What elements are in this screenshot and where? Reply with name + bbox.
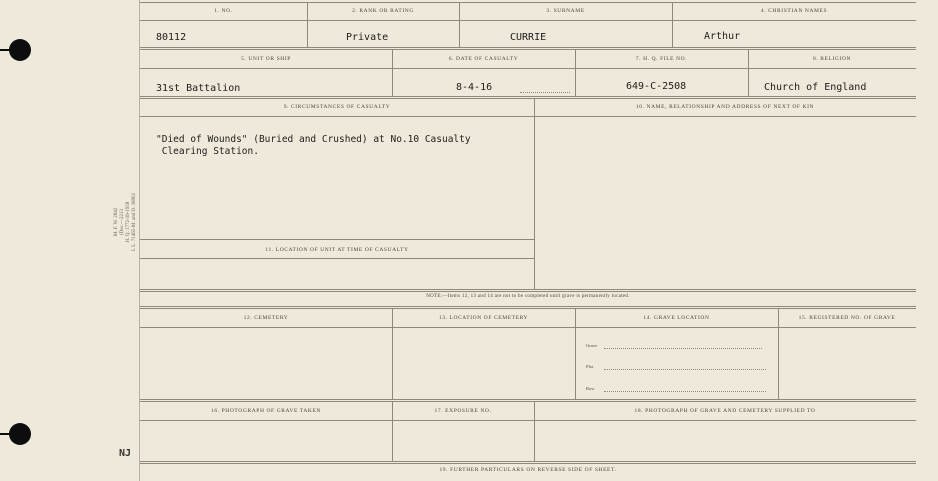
header-rank: 2. RANK OR RATING bbox=[352, 8, 414, 14]
grave-label: Grave bbox=[586, 343, 597, 348]
stamp-line: I. L. 71465-M. and D. 36802 bbox=[132, 193, 137, 251]
header-circumstances: 9. CIRCUMSTANCES OF CASUALTY bbox=[283, 104, 391, 110]
dotted-leader bbox=[520, 92, 570, 93]
rule bbox=[140, 399, 916, 402]
note-text: NOTE:—Items 12, 13 and 14 are not to be completed until grave is permanently located. bbox=[426, 294, 630, 299]
rule bbox=[140, 20, 916, 21]
rule bbox=[140, 420, 916, 421]
plot-label: Plot bbox=[586, 364, 594, 369]
header-surname: 3. SURNAME bbox=[546, 8, 585, 14]
header-date: 6. DATE OF CASUALTY bbox=[448, 56, 519, 62]
stamp-line: H. Q. 1772-39-1958 bbox=[126, 201, 131, 243]
hq-file-value: 649-C-2508 bbox=[626, 81, 687, 92]
footer-note: 19. FURTHER PARTICULARS ON REVERSE SIDE OF SHEET. bbox=[439, 467, 617, 473]
circumstances-text: "Died of Wounds" (Buried and Crushed) at No.10 Casualty Clearing Station. bbox=[156, 134, 471, 157]
stamp-line: M. F. W. 2842 bbox=[114, 207, 119, 237]
rule bbox=[140, 289, 916, 292]
header-registered-no: 15. REGISTERED NO. OF GRAVE bbox=[798, 315, 896, 321]
rule bbox=[778, 309, 779, 399]
header-grave-location: 14. GRAVE LOCATION bbox=[643, 315, 710, 321]
rule bbox=[140, 47, 916, 50]
header-location-cemetery: 13. LOCATION OF CEMETERY bbox=[438, 315, 529, 321]
punch-hole-icon bbox=[9, 39, 31, 61]
religion-value: Church of England bbox=[764, 82, 867, 93]
rule bbox=[392, 309, 393, 399]
side-mark: NJ bbox=[119, 448, 132, 459]
christian-names-value: Arthur bbox=[704, 31, 741, 42]
header-exposure: 17. EXPOSURE NO. bbox=[434, 408, 492, 414]
printer-stamp bbox=[114, 192, 138, 252]
header-religion: 8. RELIGION bbox=[812, 56, 852, 62]
rule bbox=[140, 461, 916, 464]
service-number: 80112 bbox=[156, 32, 187, 43]
grave-line bbox=[604, 348, 762, 349]
rule bbox=[140, 327, 916, 328]
surname-value: CURRIE bbox=[510, 32, 547, 43]
rule bbox=[140, 116, 916, 117]
unit-value: 31st Battalion bbox=[156, 83, 241, 94]
header-photo-supplied: 18. PHOTOGRAPH OF GRAVE AND CEMETERY SUPPLIED TO bbox=[634, 408, 816, 414]
plot-line bbox=[604, 369, 766, 370]
header-cemetery: 12. CEMETERY bbox=[243, 315, 289, 321]
rule bbox=[140, 258, 534, 259]
rule bbox=[140, 68, 916, 69]
header-no: 1. NO. bbox=[214, 8, 233, 14]
header-photo-taken: 16. PHOTOGRAPH OF GRAVE TAKEN bbox=[210, 408, 321, 414]
header-location-unit: 11. LOCATION OF UNIT AT TIME OF CASUALTY bbox=[265, 247, 409, 253]
rank-value: Private bbox=[346, 32, 389, 43]
rule bbox=[140, 2, 916, 3]
header-christian-names: 4. CHRISTIAN NAMES bbox=[760, 8, 828, 14]
header-unit: 5. UNIT OR SHIP bbox=[241, 56, 291, 62]
rule bbox=[140, 306, 916, 309]
rule bbox=[575, 309, 576, 399]
header-next-of-kin: 10. NAME, RELATIONSHIP AND ADDRESS OF NEXT OF KIN bbox=[635, 104, 815, 110]
stamp-line: (Dec.—2213 bbox=[120, 209, 125, 235]
row-line bbox=[604, 391, 766, 392]
punch-hole-icon bbox=[9, 423, 31, 445]
date-value: 8-4-16 bbox=[456, 82, 493, 93]
header-hq-file: 7. H. Q. FILE NO. bbox=[635, 56, 688, 62]
rule bbox=[140, 239, 534, 240]
row-label: Row bbox=[586, 386, 595, 391]
rule bbox=[140, 96, 916, 99]
rule bbox=[534, 99, 535, 289]
